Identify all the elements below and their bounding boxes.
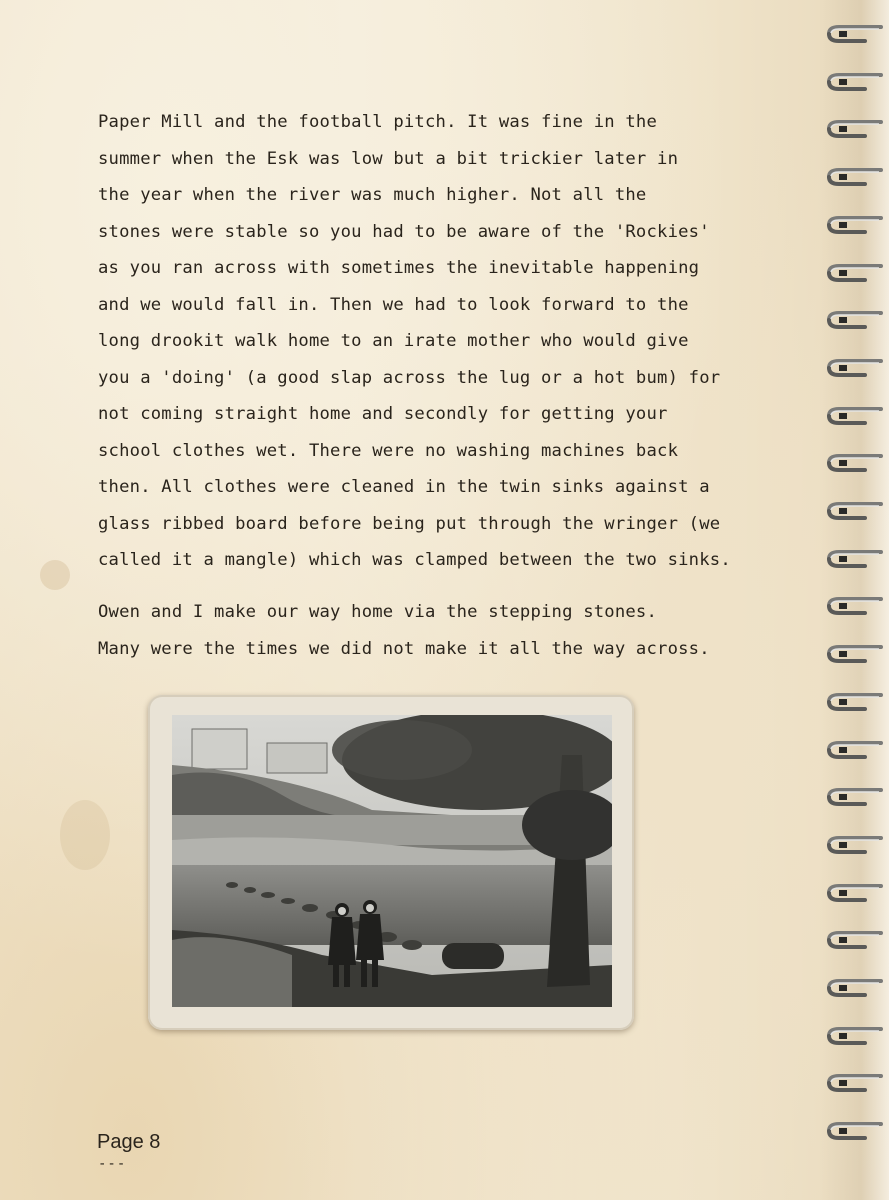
spiral-ring-icon <box>825 359 885 377</box>
spiral-ring-icon <box>825 407 885 425</box>
spiral-ring-icon <box>825 311 885 329</box>
page-number-underline: --- <box>98 1156 127 1172</box>
text-line: glass ribbed board before being put through the wringer (we <box>98 513 721 534</box>
text-line: and we would fall in. Then we had to look forward to the <box>98 294 689 315</box>
vintage-photo <box>172 715 612 1007</box>
text-line: you a 'doing' (a good slap across the lug or a hot bum) for <box>98 367 721 388</box>
paragraph-1 <box>98 104 788 579</box>
spiral-ring-icon <box>825 741 885 759</box>
text-line: called it a mangle) which was clamped between the two sinks. <box>98 550 731 570</box>
spiral-ring-icon <box>825 550 885 568</box>
spiral-ring-icon <box>825 836 885 854</box>
text-line: the year when the river was much higher. Not all the <box>98 185 647 205</box>
spiral-ring-icon <box>825 1122 885 1140</box>
spiral-ring-icon <box>825 216 885 234</box>
spiral-ring-icon <box>825 1074 885 1092</box>
photo-frame <box>148 695 634 1030</box>
text-line: Owen and I make our way home via the stepping stones. <box>98 602 658 622</box>
paper-stain <box>40 560 70 590</box>
spiral-ring-icon <box>825 454 885 472</box>
spiral-ring-icon <box>825 502 885 520</box>
text-line: then. All clothes were cleaned in the twin sinks against a <box>98 477 710 497</box>
text-line: stones were stable so you had to be aware of the 'Rockies' <box>98 221 710 242</box>
paper-stain <box>60 800 110 870</box>
spiral-ring-icon <box>825 120 885 138</box>
paragraph-2 <box>98 594 710 667</box>
page-number: Page 8 <box>97 1131 161 1153</box>
photo-image <box>172 715 612 1007</box>
text-line: summer when the Esk was low but a bit trickier later in <box>98 148 679 169</box>
spiral-ring-icon <box>825 788 885 806</box>
text-line: long drookit walk home to an irate mother who would give <box>98 331 689 351</box>
spiral-ring-icon <box>825 979 885 997</box>
spiral-ring-icon <box>825 931 885 949</box>
spiral-ring-icon <box>825 884 885 902</box>
text-line: Many were the times we did not make it all the way across. <box>98 638 710 659</box>
spiral-ring-icon <box>825 597 885 615</box>
spiral-ring-icon <box>825 168 885 186</box>
text-line: not coming straight home and secondly for getting your <box>98 404 668 424</box>
spiral-ring-icon <box>825 693 885 711</box>
spiral-binding-icon <box>819 25 889 1175</box>
text-line: school clothes wet. There were no washing machines back <box>98 440 679 461</box>
spiral-ring-icon <box>825 1027 885 1045</box>
spiral-ring-icon <box>825 73 885 91</box>
spiral-ring-icon <box>825 645 885 663</box>
text-line: Paper Mill and the football pitch. It was fine in the <box>98 112 658 132</box>
spiral-ring-icon <box>825 25 885 43</box>
text-line: as you ran across with sometimes the inevitable happening <box>98 258 700 278</box>
spiral-ring-icon <box>825 264 885 282</box>
